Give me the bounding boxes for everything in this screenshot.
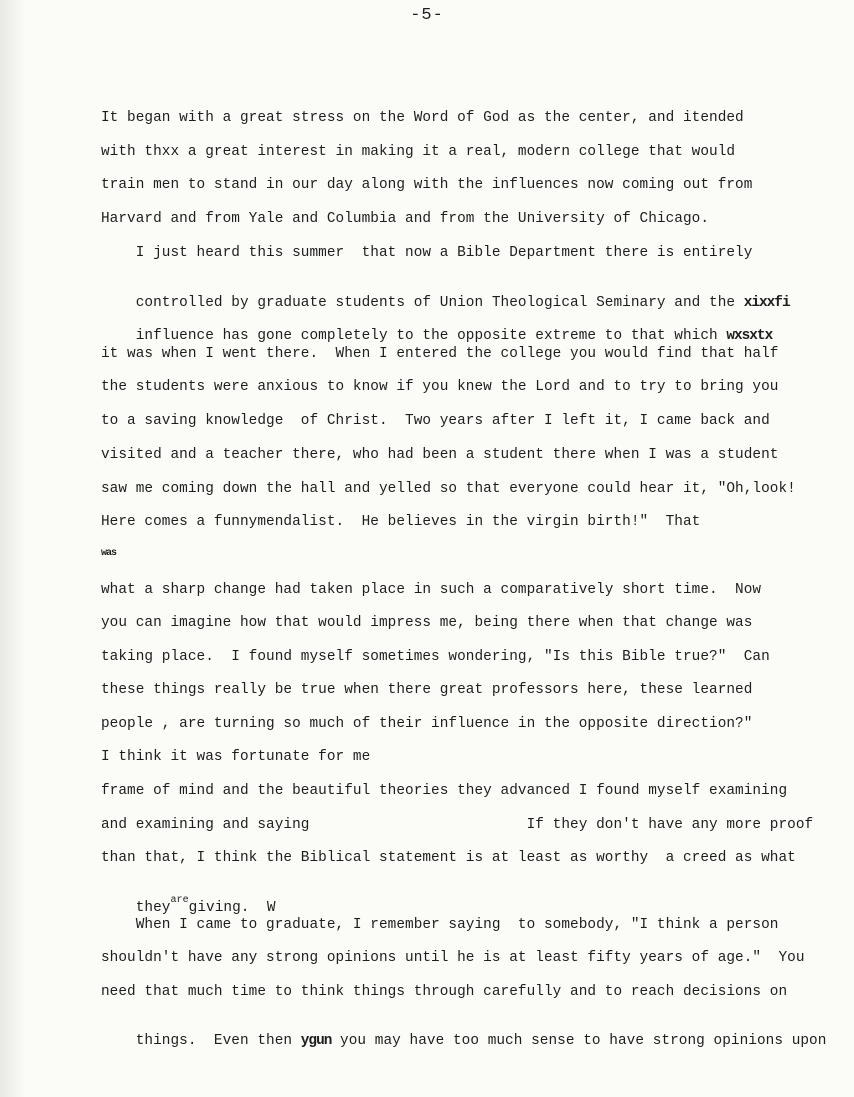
- line-text: they: [135, 900, 171, 916]
- text-line: frame of mind and the beautiful theories they advanced I found myself examining: [101, 783, 788, 799]
- text-line: than that, I think the Biblical statement is at least as worthy a creed as what: [101, 850, 796, 866]
- page-number: -5-: [410, 6, 444, 25]
- text-line: what a sharp change had taken place in such a comparatively short time. Now: [101, 582, 762, 598]
- text-line: need that much time to think things through carefully and to reach decisions on: [101, 984, 788, 1000]
- text-line: taking place. I found myself sometimes wondering, "Is this Bible true?" Can: [101, 649, 770, 665]
- text-line: I just heard this summer that now a Bible Department there is entirely: [101, 245, 753, 261]
- text-line: to a saving knowledge of Christ. Two years after I left it, I came back and: [101, 413, 770, 429]
- struck-text: was: [101, 548, 117, 559]
- text-line: train men to stand in our day along with the influences now coming out from: [101, 177, 753, 193]
- line-text: giving. W: [188, 900, 276, 916]
- text-line: you can imagine how that would impress me, being there when that change was: [101, 615, 753, 631]
- struck-text: ygun: [300, 1033, 332, 1049]
- inserted-word: are: [170, 895, 189, 906]
- text-line: Here comes a funnymendalist. He believes in the virgin birth!" That: [101, 514, 701, 530]
- text-line: the students were anxious to know if you knew the Lord and to try to bring you: [101, 379, 779, 395]
- text-line: people , are turning so much of their influence in the opposite direction?": [101, 716, 753, 732]
- text-line: I think it was fortunate for me: [101, 749, 371, 765]
- text-line: it was when I went there. When I entered the college you would find that half: [101, 346, 779, 362]
- text-line: these things really be true when there great professors here, these learned: [101, 682, 753, 698]
- text-line: [101, 1017, 826, 1065]
- text-line: Harvard and from Yale and Columbia and from the University of Chicago.: [101, 211, 710, 227]
- page-edge-shadow: [0, 0, 26, 1097]
- line-text: you may have too much sense to have strong opinions upon: [331, 1033, 827, 1049]
- line-text: things. Even then: [135, 1033, 293, 1049]
- text-line: When I came to graduate, I remember saying to somebody, "I think a person: [101, 917, 779, 933]
- text-line: visited and a teacher there, who had been a student there when I was a student: [101, 447, 779, 463]
- struck-text: xixxfi: [743, 295, 790, 311]
- text-line: with thxx a great interest in making it a real, modern college that would: [101, 144, 736, 160]
- line-text: controlled by graduate students of Union Theological Seminary and the: [135, 295, 736, 311]
- text-line: shouldn't have any strong opinions until he is at least fifty years of age." You: [101, 950, 805, 966]
- line-text: influence has gone completely to the opposite extreme to that which: [135, 328, 718, 344]
- text-line: and examining and saying If they don't have any more proof: [101, 817, 814, 833]
- struck-text: wxsxtx: [726, 328, 773, 344]
- text-line: saw me coming down the hall and yelled so that everyone could hear it, "Oh,look!: [101, 481, 796, 497]
- text-line: It began with a great stress on the Word of God as the center, and itended: [101, 110, 744, 126]
